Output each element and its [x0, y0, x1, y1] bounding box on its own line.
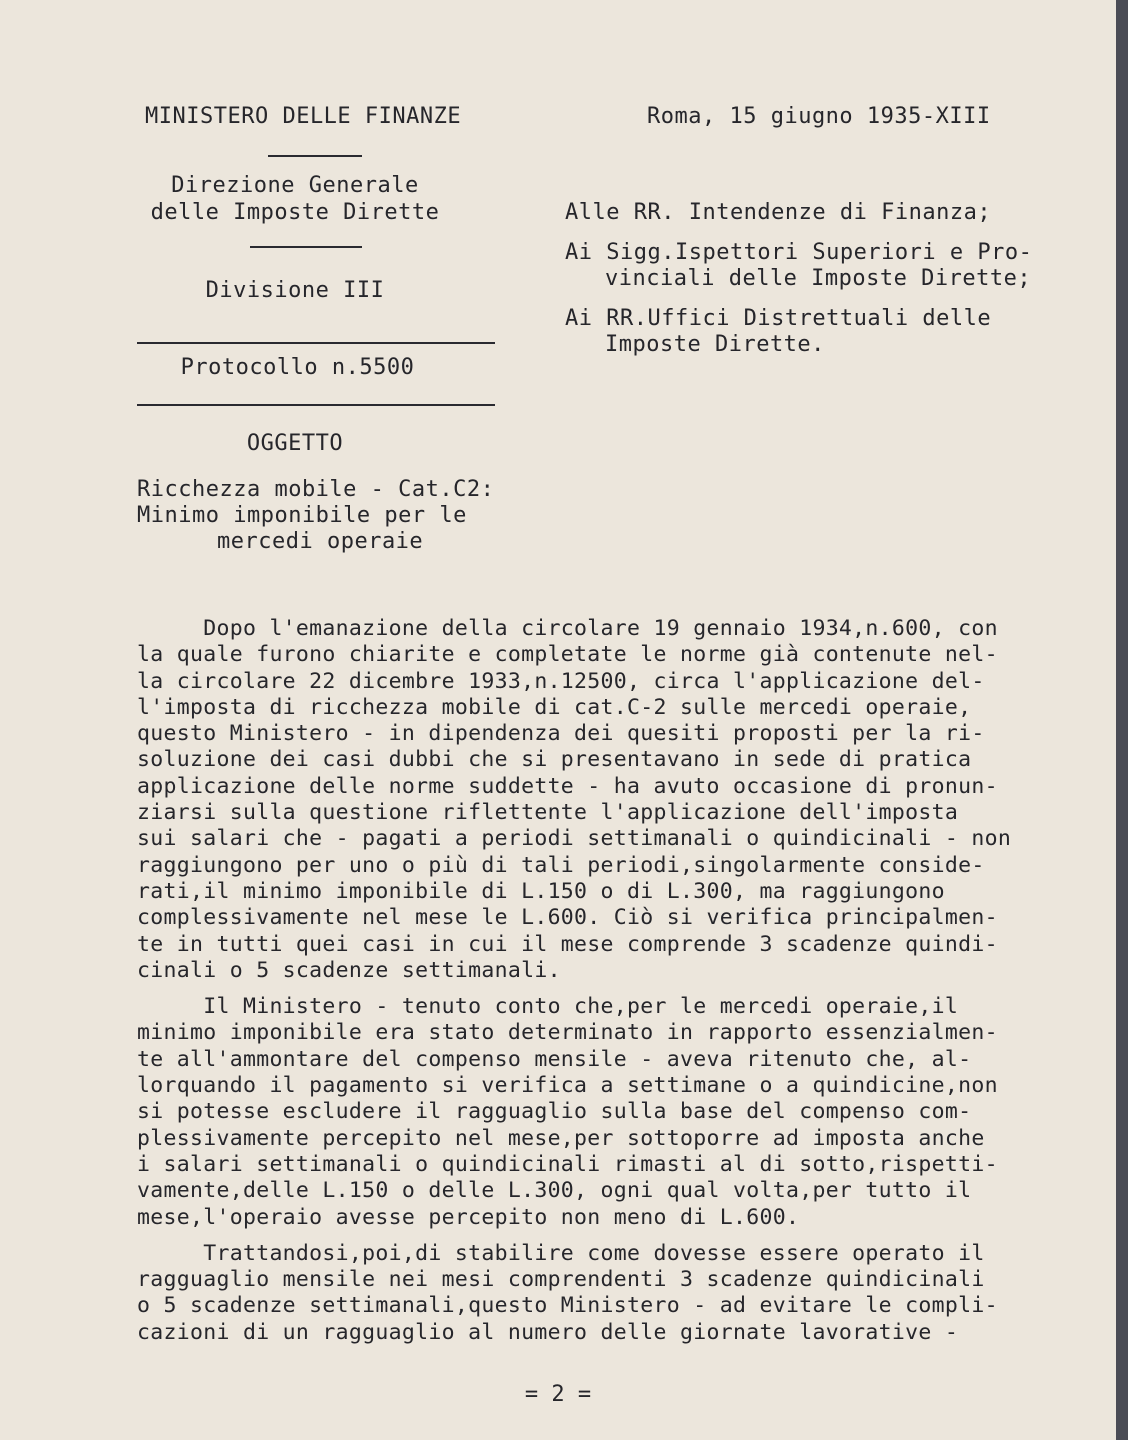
direzione-line-1: Direzione Generale [171, 173, 419, 198]
body-line: ziarsi sulla questione riflettente l'applicazione dell'imposta [137, 800, 959, 826]
page-number: = 2 = [524, 1382, 592, 1407]
paragraph-3 [137, 1241, 1037, 1346]
body-line: o 5 scadenze settimanali,questo Ministero - ad evitare le compli- [137, 1293, 998, 1319]
body-line: ragguaglio mensile nei mesi comprendenti 3 scadenze quindicinali [137, 1267, 985, 1293]
body-line: questo Ministero - in dipendenza dei quesiti proposti per la ri- [137, 721, 985, 747]
paragraph-gap [137, 984, 1037, 994]
body-line: sui salari che - pagati a periodi settimanali o quindicinali - non [137, 826, 1012, 852]
body-line: Il Ministero - tenuto conto che,per le mercedi operaie,il [137, 994, 959, 1020]
body-line: la circolare 22 dicembre 1933,n.12500, circa l'applicazione del- [137, 668, 985, 694]
ministry-heading: MINISTERO DELLE FINANZE [145, 104, 462, 129]
body-line: plessivamente percepito nel mese,per sottoporre ad imposta anche [137, 1125, 985, 1151]
recipient-2-line-2: vinciali delle Imposte Dirette; [605, 266, 1032, 291]
body-line: minimo imponibile era stato determinato in rapporto essenzialmen- [137, 1020, 998, 1046]
body-line: complessivamente nel mese le L.600. Ciò si verifica principalmen- [137, 905, 998, 931]
body-line: te all'ammontare del compenso mensile - aveva ritenuto che, al- [137, 1046, 972, 1072]
body-line: cinali o 5 scadenze settimanali. [137, 957, 561, 983]
paragraph-2 [137, 994, 1037, 1231]
letter-body [137, 616, 1037, 1346]
body-line: Dopo l'emanazione della circolare 19 gennaio 1934,n.600, con [137, 616, 998, 641]
body-line: mese,l'operaio avesse percepito non meno di L.600. [137, 1204, 800, 1230]
divider-short-2 [250, 246, 362, 248]
body-line: la quale furono chiarite e completate le norme già contenute nel- [137, 642, 998, 668]
recipient-3-line-2: Imposte Dirette. [605, 332, 825, 357]
recipient-3-line-1: Ai RR.Uffici Distrettuali delle [565, 306, 992, 331]
oggetto-label: OGGETTO [246, 431, 344, 456]
body-line: rati,il minimo imponibile di L.150 o di L.300, ma raggiungono [137, 878, 945, 904]
body-line: vamente,delle L.150 o delle L.300, ogni qual volta,per tutto il [137, 1178, 972, 1204]
body-line: Trattandosi,poi,di stabilire come dovesse essere operato il [137, 1240, 985, 1266]
divider-long-1 [137, 342, 495, 344]
body-line: soluzione dei casi dubbi che si presentavano in sede di pratica [137, 747, 972, 773]
body-line: te in tutti quei casi in cui il mese comprende 3 scadenze quindi- [137, 931, 998, 957]
divider-short-1 [268, 155, 362, 157]
body-line: i salari settimanali o quindicinali rimasti al di sotto,rispetti- [137, 1151, 998, 1177]
recipient-2-line-1: Ai Sigg.Ispettori Superiori e Pro- [565, 240, 1033, 265]
protocollo-label: Protocollo n.5500 [180, 355, 415, 380]
recipient-1-line-1: Alle RR. Intendenze di Finanza; [565, 200, 992, 225]
oggetto-line-1: Ricchezza mobile - Cat.C2: [137, 477, 495, 502]
body-line: si potesse escludere il ragguaglio sulla base del compenso com- [137, 1099, 972, 1125]
divisione-label: Divisione III [205, 278, 385, 303]
paragraph-gap [137, 1231, 1037, 1241]
place-date: Roma, 15 giugno 1935-XIII [647, 104, 991, 129]
body-line: lorquando il pagamento si verifica a settimane o a quindicine,non [137, 1073, 998, 1099]
paragraph-1 [137, 616, 1037, 984]
oggetto-line-3: mercedi operaie [217, 529, 424, 554]
oggetto-line-2: Minimo imponibile per le [137, 503, 467, 528]
divider-long-2 [137, 404, 495, 406]
body-line: applicazione delle norme suddette - ha avuto occasione di pronun- [137, 773, 998, 799]
body-line: l'imposta di ricchezza mobile di cat.C-2 sulle mercedi operaie, [137, 694, 972, 720]
direzione-line-2: delle Imposte Dirette [150, 200, 440, 225]
body-line: raggiungono per uno o più di tali periodi,singolarmente conside- [137, 852, 985, 878]
body-line: cazioni di un ragguaglio al numero delle giornate lavorative - [137, 1319, 959, 1345]
